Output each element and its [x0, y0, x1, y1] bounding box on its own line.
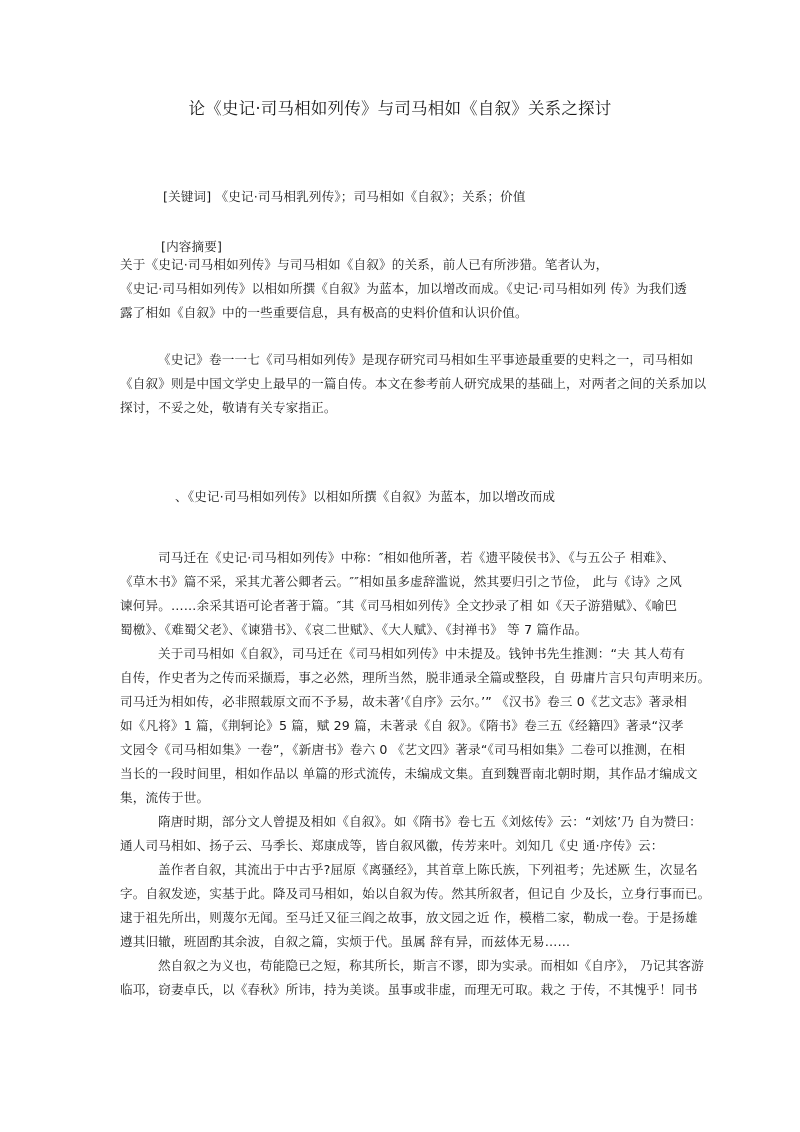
- body-line: 字。自叙发迹，实基于此。降及司马相如，始以自叙为传。然其所叙者，但记自 少及长，立身行事而已。: [120, 886, 711, 901]
- body-line: 临邛，窃妻卓氏，以《春秋》所讳，持为美谈。虽事或非虚，而理无可取。栽之 于传，不其愧乎！同书: [120, 982, 698, 997]
- body-line: 如《凡将》1 篇，《荆轲论》5 篇，赋 29 篇，未著录《自 叙》。《隋书》卷三五《经籍四》著录“汉孝: [120, 718, 684, 733]
- intro-line: 《自叙》则是中国文学史上最早的一篇自传。本文在参考前人研究成果的基础上，对两者之间的关系加以: [120, 376, 707, 391]
- body-line: 蜀檄》、《难蜀父老》、《谏猎书》、《哀二世赋》、《大人赋》、《封禅书》 等 7 篇作品。: [120, 622, 588, 637]
- intro-paragraph: [120, 348, 707, 420]
- abstract-line: 关于《史记·司马相如列传》与司马相如《自叙》的关系，前人已有所涉猎。笔者认为，: [120, 257, 609, 272]
- abstract-paragraph: [120, 253, 687, 325]
- body-line: 关于司马相如《自叙》，司马迁在《司马相如列传》中未提及。钱钟书先生推测：“夫 其人苟有: [158, 646, 686, 661]
- body-line: 司马迁在《史记·司马相如列传》中称：″相如他所著，若《遗平陵侯书》、《与五公子 相难》、: [158, 550, 675, 565]
- intro-line: 《史记》卷一一七《司马相如列传》是现存研究司马相如生平事迹最重要的史料之一，司马相如: [158, 352, 694, 367]
- intro-line: 探讨，不妥之处，敬请有关专家指正。: [120, 400, 337, 415]
- body-line: 谏何异。……余采其语可论者著于篇。″其《司马相如列传》全文抄录了相 如《天子游猎赋》、《喻巴: [120, 598, 678, 613]
- body-text: [120, 546, 711, 1002]
- abstract-line: 《史记·司马相如列传》以相如所撰《自叙》为蓝本，加以增改而成。《史记·司马相如列 传》为我们透: [120, 281, 687, 296]
- keywords-line: [关键词] 《史记·司马相乳列传》；司马相如《自叙》；关系；价值: [163, 189, 526, 204]
- body-line: 盖作者自叙，其流出于中古乎?屈原《离骚经》，其首章上陈氏族，下列祖考；先述厥 生，次显名: [158, 862, 698, 877]
- body-line: 《草木书》篇不采，采其尤著公卿者云。″″相如虽多虚辞滥说，然其要归引之节俭， 此与《诗》之风: [120, 574, 682, 589]
- body-line: 当长的一段时间里，相如作品以 单篇的形式流传，未编成文集。直到魏晋南北朝时期，其作品才编成文: [120, 766, 698, 781]
- body-line: 司马迁为相如传，必非照载原文而不予易，故未著’《自序》云尔。’” 《汉书》卷三 0《艺文志》著录相: [120, 694, 687, 709]
- abstract-label: [内容摘要]: [161, 239, 223, 254]
- body-line: 遵其旧辙，班固酌其余波，自叙之篇，实烦于代。虽属 辞有异，而兹体无易……: [120, 934, 571, 949]
- section-heading: 、《史记·司马相如列传》以相如所撰《自叙》为蓝本，加以增改而成: [175, 489, 556, 504]
- body-line: 隋唐时期，部分文人曾提及相如《自叙》。如《隋书》卷七五《刘炫传》云：“刘炫’乃 自为赞曰：: [158, 814, 702, 829]
- body-line: 通人司马相如、扬子云、马季长、郑康成等，皆自叙风徽，传芳来叶。刘知几《史 通·序传》云：: [120, 838, 664, 853]
- body-line: 逮于祖先所出，则蔑尔无闻。至马迁又征三阎之故事，放文园之近 作，模楷二家，勒成一卷。于是扬雄: [120, 910, 698, 925]
- body-line: 自传，作史者为之传而采撷焉，事之必然，理所当然，脱非通录全篇或整段，自 毋庸片言只句声明来历。: [120, 670, 711, 685]
- abstract-line: 露了相如《自叙》中的一些重要信息，具有极高的史料价值和认识价值。: [120, 305, 528, 320]
- body-line: 然自叙之为义也，苟能隐已之短，称其所长，斯言不谬，即为实录。而相如《自序》， 乃记其客游: [158, 958, 704, 973]
- page-title: 论《史记·司马相如列传》与司马相如《自叙》关系之探讨: [188, 99, 612, 118]
- body-line: 文园令《司马相如集》一卷”，《新唐书》卷六 0 《艺文四》著录“《司马相如集》二卷可以推测，在相: [120, 742, 686, 757]
- body-line: 集，流传于世。: [120, 790, 210, 805]
